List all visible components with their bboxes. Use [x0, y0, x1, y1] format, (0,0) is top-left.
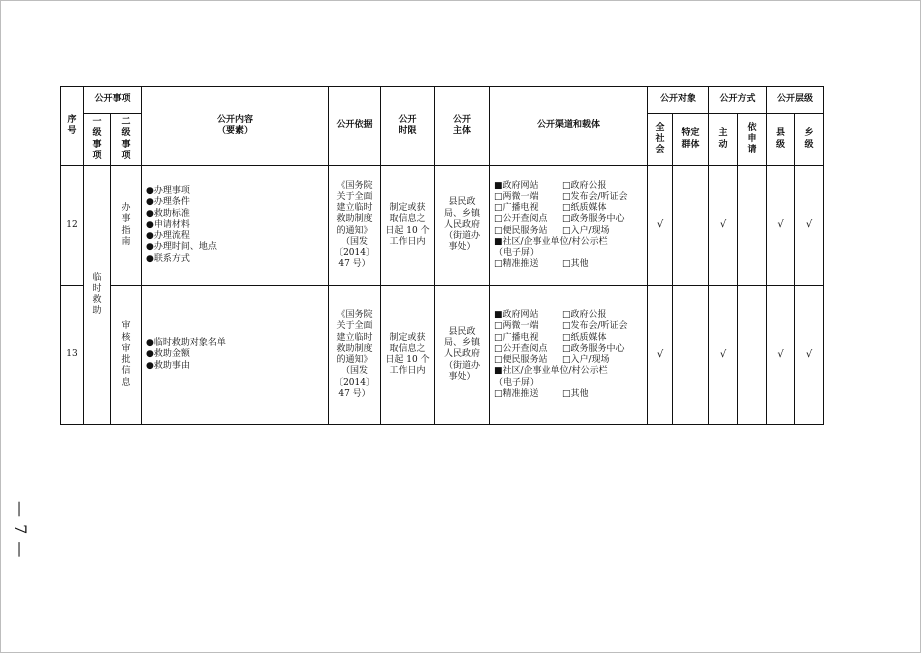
- check-level-town: √: [795, 286, 824, 425]
- row-level2: 办 事 指 南: [111, 166, 142, 286]
- disclosure-table: [60, 86, 824, 425]
- check-method-request: [738, 286, 767, 425]
- row-content: ●办理事项 ●办理条件 ●救助标准 ●申请材料 ●办理流程 ●办理时间、地点 ●联系方式: [142, 166, 329, 286]
- header-subject: 公开 主体: [435, 87, 490, 166]
- header-level2: 二 级 事 项: [111, 114, 142, 166]
- check-method-active: √: [709, 286, 738, 425]
- check-method-active: √: [709, 166, 738, 286]
- check-target-specific: [673, 166, 709, 286]
- row-seq: 13: [61, 286, 84, 425]
- header-basis: 公开依据: [329, 87, 381, 166]
- page-number: — 7 —: [11, 501, 30, 559]
- header-level-group: 公开层级: [767, 87, 824, 114]
- check-level-county: √: [767, 166, 795, 286]
- header-channel: 公开渠道和载体: [490, 87, 648, 166]
- header-target-group: 公开对象: [648, 87, 709, 114]
- header-level-town: 乡 级: [795, 114, 824, 166]
- check-level-county: √: [767, 286, 795, 425]
- header-target-specific: 特定 群体: [673, 114, 709, 166]
- header-method-group: 公开方式: [709, 87, 767, 114]
- header-method-request: 依 申 请: [738, 114, 767, 166]
- row-basis: 《国务院 关于全面 建立临时 救助制度 的通知》 （国发 〔2014〕 47 号）: [329, 166, 381, 286]
- row-time: 制定或获 取信息之 日起 10 个 工作日内: [381, 286, 435, 425]
- header-method-active: 主 动: [709, 114, 738, 166]
- row-seq: 12: [61, 166, 84, 286]
- row-time: 制定或获 取信息之 日起 10 个 工作日内: [381, 166, 435, 286]
- header-seq: 序 号: [61, 87, 84, 166]
- header-level1: 一 级 事 项: [84, 114, 111, 166]
- header-target-all: 全 社 会: [648, 114, 673, 166]
- row-level2: 审 核 审 批 信 息: [111, 286, 142, 425]
- check-method-request: [738, 166, 767, 286]
- header-time: 公开 时限: [381, 87, 435, 166]
- header-items-group: 公开事项: [84, 87, 142, 114]
- check-target-all: √: [648, 166, 673, 286]
- row-channels: ■政府网站 □政府公报 □两微一端 □发布会/听证会 □广播电视 □纸质媒体 □公开查阅点 □政务服务中心 □便民服务站 □入户/现场 ■社区/企事业单位/村公示栏 （电子屏） □精准推送 □其他: [490, 166, 648, 286]
- row-subject: 县民政 局、乡镇 人民政府 （街道办 事处）: [435, 166, 490, 286]
- check-level-town: √: [795, 166, 824, 286]
- row-channels: ■政府网站 □政府公报 □两微一端 □发布会/听证会 □广播电视 □纸质媒体 □公开查阅点 □政务服务中心 □便民服务站 □入户/现场 ■社区/企事业单位/村公示栏 （电子屏） □精准推送 □其他: [490, 286, 648, 425]
- row-basis: 《国务院 关于全面 建立临时 救助制度 的通知》 （国发 〔2014〕 47 号）: [329, 286, 381, 425]
- row-subject: 县民政 局、乡镇 人民政府 （街道办 事处）: [435, 286, 490, 425]
- table-row: [61, 286, 824, 425]
- level1-item: 临 时 救 助: [84, 166, 111, 425]
- header-level-county: 县 级: [767, 114, 795, 166]
- header-content: 公开内容 （要素）: [142, 87, 329, 166]
- row-content: ●临时救助对象名单 ●救助金额 ●救助事由: [142, 286, 329, 425]
- table-row: [61, 166, 824, 286]
- check-target-all: √: [648, 286, 673, 425]
- check-target-specific: [673, 286, 709, 425]
